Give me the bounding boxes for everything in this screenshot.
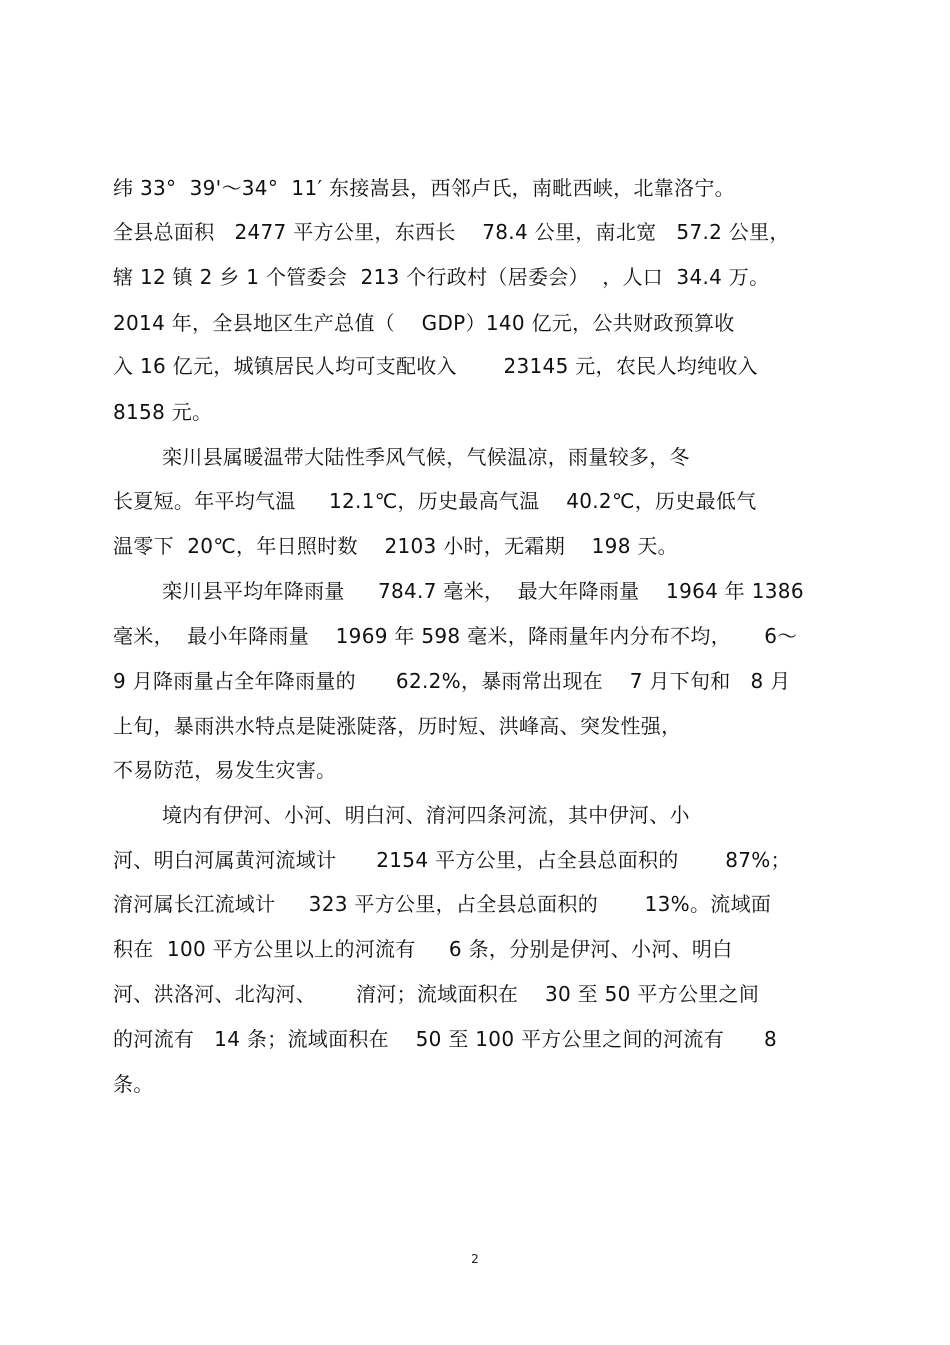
text-line-10: 栾川县平均年降雨量 784.7 毫米， 最大年降雨量 1964 年 1386 (162, 579, 804, 603)
page-number: 2 (471, 1252, 479, 1266)
text-line-3: 辖 12 镇 2 乡 1 个管委会 213 个行政村（居委会） ，人口 34.4 万。 (113, 265, 770, 289)
text-line-17: 淯河属长江流域计 323 平方公里，占全县总面积的 13%。流域面 (113, 892, 772, 916)
text-line-13: 上旬，暴雨洪水特点是陡涨陡落，历时短、洪峰高、突发性强， (113, 714, 682, 738)
text-line-20: 的河流有 14 条；流域面积在 50 至 100 平方公里之间的河流有 8 (113, 1027, 777, 1051)
text-line-4: 2014 年，全县地区生产总值（ GDP）140 亿元，公共财政预算收 (113, 311, 735, 335)
text-line-6: 8158 元。 (113, 400, 213, 424)
text-line-2: 全县总面积 2477 平方公里，东西长 78.4 公里，南北宽 57.2 公里， (113, 220, 790, 244)
text-line-21: 条。 (113, 1072, 154, 1096)
text-line-11: 毫米， 最小年降雨量 1969 年 598 毫米，降雨量年内分布不均， 6～ (113, 624, 798, 648)
text-line-19: 河、洪洛河、北沟河、 淯河；流域面积在 30 至 50 平方公里之间 (113, 982, 760, 1006)
text-line-1: 纬 33° 39'～34° 11′ 东接嵩县，西邻卢氏，南毗西峡，北靠洛宁。 (113, 176, 735, 200)
text-line-5: 入 16 亿元，城镇居民人均可支配收入 23145 元，农民人均纯收入 (113, 354, 758, 378)
text-line-12: 9 月降雨量占全年降雨量的 62.2%，暴雨常出现在 7 月下旬和 8 月 (113, 669, 791, 693)
text-line-14: 不易防范，易发生灾害。 (113, 758, 337, 782)
text-line-18: 积在 100 平方公里以上的河流有 6 条，分别是伊河、小河、明白 (113, 937, 733, 961)
text-line-7: 栾川县属暖温带大陆性季风气候，气候温凉，雨量较多，冬 (162, 445, 690, 469)
text-line-15: 境内有伊河、小河、明白河、淯河四条河流，其中伊河、小 (162, 803, 690, 827)
text-line-9: 温零下 20℃，年日照时数 2103 小时，无霜期 198 天。 (113, 534, 678, 558)
text-line-16: 河、明白河属黄河流域计 2154 平方公里，占全县总面积的 87%； (113, 848, 791, 872)
text-line-8: 长夏短。年平均气温 12.1℃，历史最高气温 40.2℃，历史最低气 (113, 489, 757, 513)
